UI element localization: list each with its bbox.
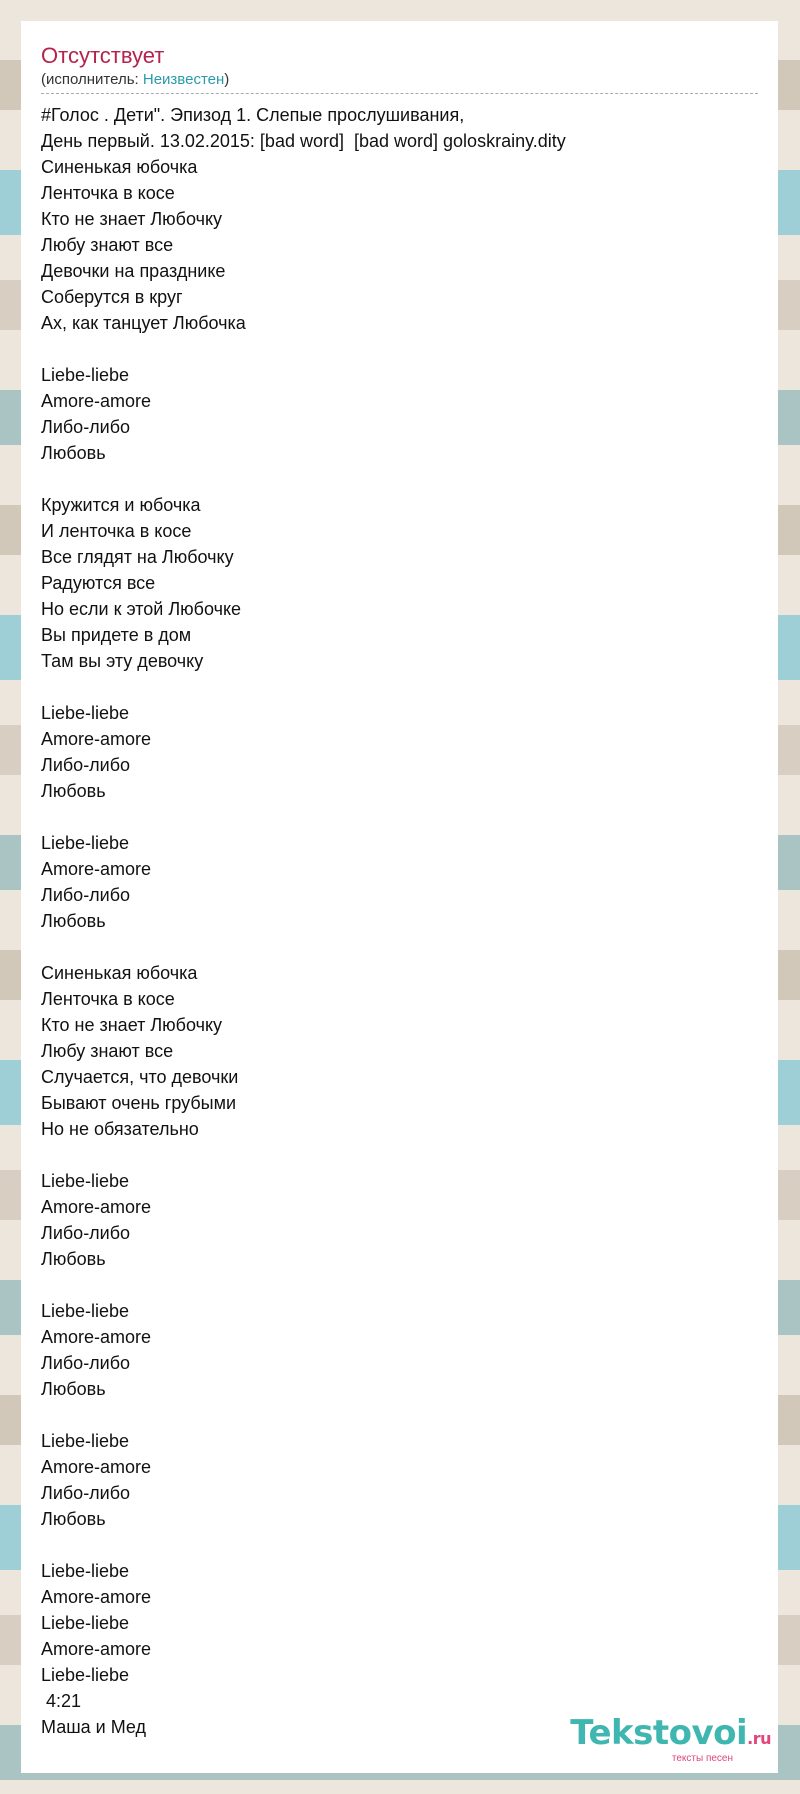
lyric-line: 4:21 — [41, 1691, 82, 1711]
logo-tagline: тексты песен — [671, 1753, 733, 1764]
lyric-line: Либо-либо — [41, 1223, 131, 1243]
lyric-line: Либо-либо — [41, 755, 131, 775]
lyric-line: Девочки на празднике — [41, 261, 226, 281]
performer-prefix: (исполнитель: — [41, 71, 143, 88]
lyric-line: Liebe-liebe — [41, 1301, 130, 1321]
lyric-line: Любовь — [41, 781, 106, 801]
lyric-line — [41, 336, 758, 362]
song-title: Отсутствует — [41, 43, 165, 68]
lyrics-card — [21, 21, 778, 1773]
lyric-line: Либо-либо — [41, 417, 131, 437]
lyric-line: Ленточка в косе — [41, 989, 175, 1009]
lyric-line: Любовь — [41, 1379, 106, 1399]
lyric-line: И ленточка в косе — [41, 521, 192, 541]
lyric-line: Радуются все — [41, 573, 156, 593]
lyric-line: Liebe-liebe — [41, 1613, 130, 1633]
lyric-line: Все глядят на Любочку — [41, 547, 234, 567]
lyric-line: Amore-amore — [41, 1197, 152, 1217]
lyric-line: Там вы эту девочку — [41, 651, 204, 671]
lyric-line: Amore-amore — [41, 1587, 152, 1607]
performer-line — [41, 71, 758, 94]
lyric-line: Любовь — [41, 911, 106, 931]
performer-suffix: ) — [224, 71, 230, 88]
lyric-line: Кто не знает Любочку — [41, 209, 223, 229]
logo-name: Tekstovoi — [570, 1713, 748, 1753]
lyric-line: Liebe-liebe — [41, 1665, 130, 1685]
lyric-line: Любу знают все — [41, 1041, 174, 1061]
lyric-line: Liebe-liebe — [41, 365, 130, 385]
logo-tld: .ru — [747, 1729, 771, 1748]
lyric-line: Любовь — [41, 1509, 106, 1529]
lyric-line — [41, 674, 758, 700]
lyric-line: Любовь — [41, 1249, 106, 1269]
lyric-line: Но если к этой Любочке — [41, 599, 242, 619]
lyric-line: День первый. 13.02.2015: [bad word] [bad word] goloskrainy.dity — [41, 131, 566, 151]
lyric-line: Liebe-liebe — [41, 1171, 130, 1191]
lyric-line: Liebe-liebe — [41, 703, 130, 723]
lyric-line: #Голос . Дети". Эпизод 1. Слепые прослушивания, — [41, 105, 465, 125]
lyric-line: Либо-либо — [41, 1483, 131, 1503]
lyric-line: Кружится и юбочка — [41, 495, 201, 515]
lyric-line: Amore-amore — [41, 729, 152, 749]
lyrics-text — [41, 102, 758, 1740]
lyric-line: Вы придете в дом — [41, 625, 192, 645]
lyric-line: Синенькая юбочка — [41, 963, 198, 983]
performer-link[interactable]: Неизвестен — [142, 71, 225, 88]
lyric-line: Amore-amore — [41, 1457, 152, 1477]
lyric-line: Кто не знает Любочку — [41, 1015, 223, 1035]
lyric-line: Liebe-liebe — [41, 1561, 130, 1581]
lyric-line: Amore-amore — [41, 859, 152, 879]
lyric-line — [41, 1402, 758, 1428]
lyric-line: Ленточка в косе — [41, 183, 175, 203]
lyric-line: Либо-либо — [41, 1353, 131, 1373]
lyric-line — [41, 1532, 758, 1558]
lyric-line: Любовь — [41, 443, 106, 463]
lyric-line: Amore-amore — [41, 391, 152, 411]
lyric-line: Соберутся в круг — [41, 287, 183, 307]
lyric-line: Синенькая юбочка — [41, 157, 198, 177]
site-logo[interactable] — [570, 1713, 771, 1764]
lyric-line — [41, 1272, 758, 1298]
lyric-line: Бывают очень грубыми — [41, 1093, 237, 1113]
lyric-line: Liebe-liebe — [41, 1431, 130, 1451]
lyric-line: Маша и Мед — [41, 1717, 147, 1737]
lyric-line: Amore-amore — [41, 1639, 152, 1659]
lyric-line: Ах, как танцует Любочка — [41, 313, 246, 333]
lyric-line — [41, 466, 758, 492]
lyric-line — [41, 804, 758, 830]
lyric-line — [41, 1142, 758, 1168]
lyric-line: Liebe-liebe — [41, 833, 130, 853]
lyric-line: Но не обязательно — [41, 1119, 199, 1139]
lyric-line: Либо-либо — [41, 885, 131, 905]
lyric-line: Amore-amore — [41, 1327, 152, 1347]
lyric-line — [41, 934, 758, 960]
lyric-line: Случается, что девочки — [41, 1067, 239, 1087]
lyric-line: Любу знают все — [41, 235, 174, 255]
